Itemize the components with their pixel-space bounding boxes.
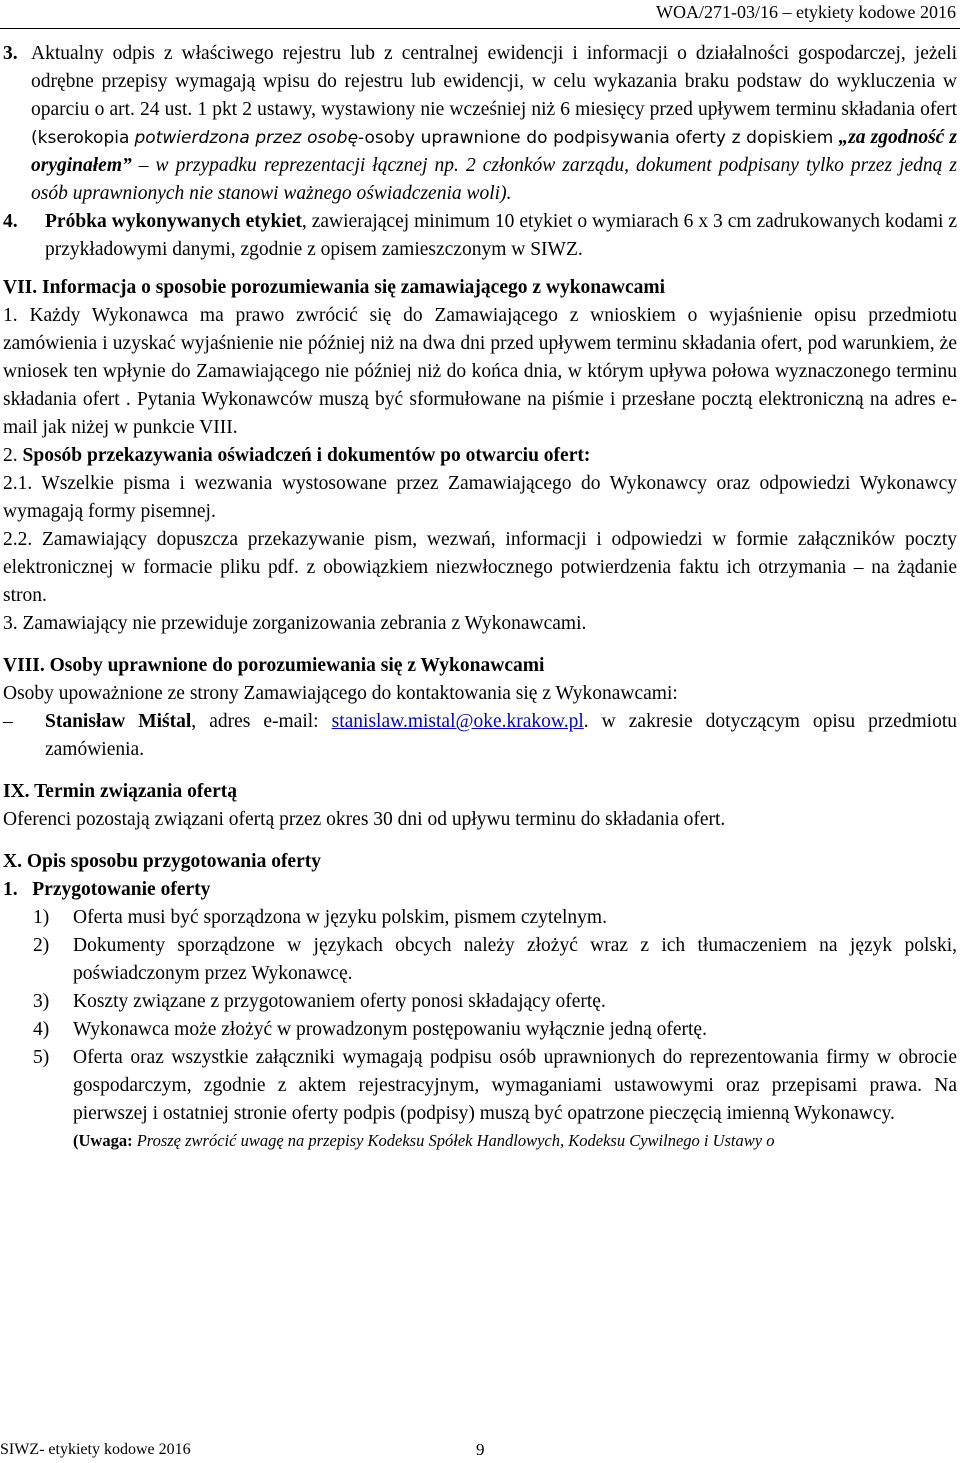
page-number: 9 <box>476 1440 485 1459</box>
section-x-subheading: 1. Przygotowanie oferty <box>3 879 211 900</box>
item-4-number: 4. <box>3 211 18 232</box>
list-item: 5) Oferta oraz wszystkie załączniki wymagają podpisu osób uprawnionych do reprezentowania firmy w obrocie gospodarczym, zgodnie z aktem rejestracyjnym, wymaganiami ustawowymi oraz przepisami prawa. Na pierwszej i ostatniej stronie oferty podpis (podpisy) muszą być opatrzone pieczęcią imienną Wykonawcy. <box>33 1047 957 1124</box>
section-viii-heading: VIII. Osoby uprawnione do porozumiewania się z Wykonawcami <box>3 655 545 676</box>
item-4-text: Próbka wykonywanych etykiet, zawierającej minimum 10 etykiet o wymiarach 6 x 3 cm zadrukowanych kodami z przykładowymi danymi, zgodnie z opisem zamieszczonym w SIWZ. <box>45 211 957 260</box>
page-header: WOA/271-03/16 – etykiety kodowe 2016 <box>656 2 956 22</box>
section-ix-heading: IX. Termin związania ofertą <box>3 781 237 802</box>
section-vii-heading: VII. Informacja o sposobie porozumiewania się zamawiającego z wykonawcami <box>3 277 666 298</box>
note-uwaga: (Uwaga: Proszę zwrócić uwagę na przepisy Kodeksu Spółek Handlowych, Kodeksu Cywilnego i Ustawy o <box>73 1131 775 1150</box>
section-viii-intro: Osoby upoważnione ze strony Zamawiającego do kontaktowania się z Wykonawcami: <box>3 683 678 704</box>
header-divider <box>0 28 960 29</box>
list-item: 3) Koszty związane z przygotowaniem oferty ponosi składający ofertę. <box>33 991 606 1012</box>
page-footer-title: SIWZ- etykiety kodowe 2016 <box>0 1441 191 1458</box>
contact-email-link[interactable]: stanislaw.mistal@oke.krakow.pl <box>331 711 584 732</box>
item-3-text: Aktualny odpis z właściwego rejestru lub z centralnej ewidencji i informacji o działalności gospodarczej, jeżeli odrębne przepisy wymagają wpisu do rejestru lub ewidencji, w celu wykazania braku podstaw do wykluczenia w oparciu o art. 24 ust. 1 pkt 2 ustawy, wystawiony nie wcześniej niż 6 miesięcy przed upływem terminu składania ofert (kserokopia potwierdzona przez osobę-osoby uprawnione do podpisywania oferty z dopiskiem „za zgodność z oryginałem” – w przypadku reprezentacji łącznej np. 2 członków zarządu, dokument podpisany tylko przez jedną z osób uprawnionych nie stanowi ważnego oświadczenia woli). <box>31 43 958 204</box>
list-item: 2) Dokumenty sporządzone w językach obcych należy złożyć wraz z ich tłumaczeniem na język polski, poświadczonym przez Wykonawcę. <box>33 935 957 984</box>
list-item: 1) Oferta musi być sporządzona w języku polskim, pismem czytelnym. <box>33 907 607 928</box>
section-ix-text: Oferenci pozostają związani ofertą przez okres 30 dni od upływu terminu do składania ofert. <box>3 809 726 830</box>
section-vii-paragraph-3: 3. Zamawiający nie przewiduje zorganizowania zebrania z Wykonawcami. <box>3 613 587 634</box>
section-x-heading: X. Opis sposobu przygotowania oferty <box>3 851 321 872</box>
item-3-number: 3. <box>3 43 18 64</box>
contact-person-item: – Stanisław Miśtal, adres e-mail: stanislaw.mistal@oke.krakow.pl. w zakresie dotyczącym opisu przedmiotu zamówienia. <box>3 711 957 760</box>
item-3 <box>3 40 957 208</box>
section-vii-paragraph-2-2: 2.2. Zamawiający dopuszcza przekazywanie pism, wezwań, informacji i odpowiedzi w formie załączników poczty elektronicznej w formacie pliku pdf. z obowiązkiem niezwłocznego potwierdzenia faktu ich otrzymania – na żądanie stron. <box>3 529 957 606</box>
section-vii-paragraph-1: 1. Każdy Wykonawca ma prawo zwrócić się do Zamawiającego z wnioskiem o wyjaśnienie opisu przedmiotu zamówienia i uzyskać wyjaśnienie nie później niż na dwa dni przed upływem terminu składania ofert, pod warunkiem, że wniosek ten wpłynie do Zamawiającego nie później niż do końca dnia, w którym upływa połowa wyznaczonego terminu składania ofert . Pytania Wykonawców muszą być sformułowane na piśmie i przesłane pocztą elektroniczną na adres e-mail jak niżej w punkcie VIII. <box>3 305 957 438</box>
section-vii-subheading-2: 2. Sposób przekazywania oświadczeń i dokumentów po otwarciu ofert: <box>3 445 591 466</box>
list-item: 4) Wykonawca może złożyć w prowadzonym postępowaniu wyłącznie jedną ofertę. <box>33 1019 707 1040</box>
contact-name: Stanisław Miśtal <box>45 711 192 732</box>
item-4 <box>3 208 957 264</box>
offer-requirements-list <box>3 904 957 1128</box>
section-vii-paragraph-2-1: 2.1. Wszelkie pisma i wezwania wystosowane przez Zamawiającego do Wykonawcy oraz odpowiedzi Wykonawcy wymagają formy pisemnej. <box>3 473 957 522</box>
page-content <box>3 40 957 1154</box>
